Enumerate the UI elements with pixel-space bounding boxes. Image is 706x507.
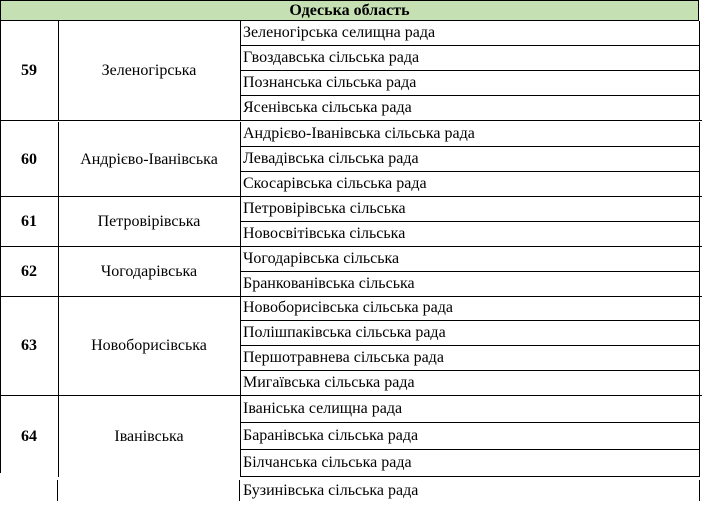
- region-number: 63: [0, 296, 59, 396]
- council-name: Познанська сільська рада: [240, 71, 700, 96]
- council-name: Бузинівська сільська рада: [243, 482, 419, 499]
- region-number: 62: [0, 247, 59, 297]
- column-divider: [699, 480, 700, 501]
- council-name: Андрієво-Іванівська сільська рада: [240, 122, 700, 147]
- council-name: Іваніська селищна рада: [240, 396, 700, 423]
- hromada-name: Андрієво-Іванівська: [58, 122, 241, 197]
- council-name: Білчанська сільська рада: [240, 450, 700, 477]
- council-name: Ясенівська сільська рада: [240, 96, 700, 121]
- council-name: Скосарівська сільська рада: [240, 172, 700, 197]
- council-list: [240, 197, 702, 247]
- region-row: [0, 247, 702, 297]
- council-list: [240, 396, 702, 477]
- council-name: Полішпаківська сільська рада: [240, 321, 700, 346]
- hromada-name: Зеленогірська: [58, 21, 241, 121]
- council-list: [240, 247, 702, 297]
- council-name: Баранівська сільська рада: [240, 423, 700, 450]
- council-name: Новоборисівська сільська рада: [240, 296, 700, 321]
- table-title: Одеська область: [0, 0, 699, 21]
- council-list: [240, 21, 702, 121]
- council-list: [240, 296, 702, 396]
- hromada-name: Петровірівська: [58, 197, 241, 247]
- region-row: [0, 197, 702, 247]
- council-name: Бранкованівська сільська: [240, 272, 700, 297]
- region-row: [0, 21, 702, 121]
- region-row: [0, 396, 702, 477]
- column-divider: [239, 480, 240, 501]
- hromada-name: Новоборисівська: [58, 296, 241, 396]
- council-name: Петровірівська сільська: [240, 197, 700, 222]
- region-row: [0, 296, 702, 396]
- region-row: [0, 122, 702, 197]
- region-number: 60: [0, 122, 59, 197]
- council-name: Чогодарівська сільська: [240, 247, 700, 272]
- hromada-name: Іванівська: [58, 396, 241, 477]
- council-name: Зеленогірська селищна рада: [240, 21, 700, 46]
- council-name: Левадівська сільська рада: [240, 147, 700, 172]
- council-list: [240, 122, 702, 197]
- region-number: 64: [0, 396, 59, 477]
- council-name: Мигаївська сільська рада: [240, 371, 700, 396]
- region-number: 59: [0, 21, 59, 121]
- council-name: Новосвітівська сільська: [240, 222, 700, 247]
- region-number: 61: [0, 197, 59, 247]
- region-separator: [0, 120, 702, 121]
- continuation-row: [0, 474, 706, 507]
- hromada-name: Чогодарівська: [58, 247, 241, 297]
- column-divider: [57, 480, 58, 501]
- council-name: Першотравнева сільська рада: [240, 346, 700, 371]
- council-name: Гвоздавська сільська рада: [240, 46, 700, 71]
